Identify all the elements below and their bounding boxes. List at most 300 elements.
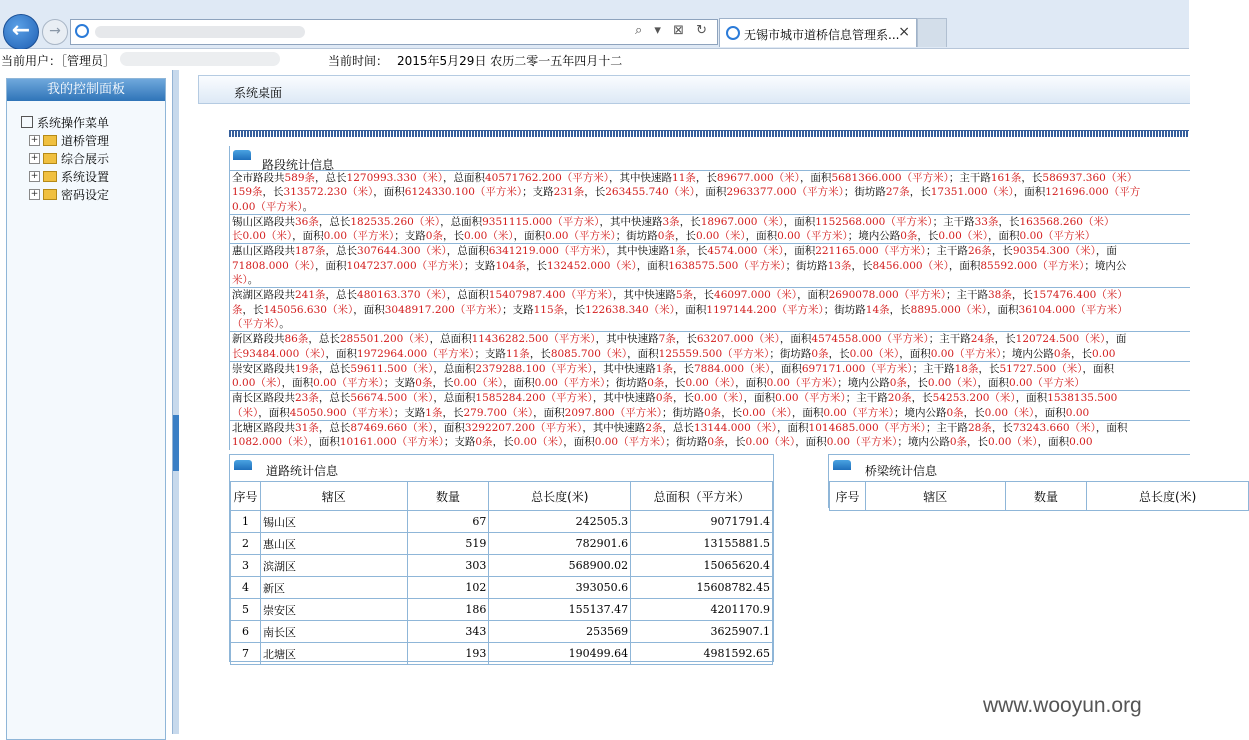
table-cell: 519 [407, 533, 489, 555]
table-cell: 崇安区 [260, 599, 407, 621]
stat-value: 长0.00（米） [232, 230, 293, 243]
stat-value: 0.00（平方米） [1009, 377, 1085, 390]
table-cell: 242505.3 [489, 511, 631, 533]
stat-value: 31条 [295, 422, 319, 435]
stat-value: 5条 [675, 289, 694, 302]
road-segment-row [230, 243, 1190, 287]
road-segment-line [230, 317, 1190, 331]
stat-label: ，面积 [988, 230, 1020, 243]
stat-label: ，长 [693, 289, 715, 302]
table-row [231, 599, 773, 621]
stat-value: 59611.500（米） [350, 362, 434, 375]
table-cell: 1 [231, 511, 261, 533]
menu-item-overview[interactable] [21, 149, 109, 167]
stat-value: 0.00 [1069, 436, 1093, 449]
stat-value: 480163.370（米） [357, 289, 447, 302]
table-cell: 新区 [260, 577, 407, 599]
stat-value: 307644.300（米） [357, 245, 447, 258]
watermark: www.wooyun.org [983, 694, 1142, 717]
stat-value: 8456.000（米） [872, 259, 949, 272]
stat-label: ，面积 [1013, 186, 1046, 199]
road-segment-line [230, 362, 1190, 376]
stat-label: ，总面积 [446, 245, 489, 258]
stat-label: ，面积 [777, 422, 809, 435]
road-segment-row [230, 361, 1190, 391]
stat-value: 0.00（米） [232, 377, 282, 390]
stat-label: ；街坊路 [615, 230, 658, 243]
ie-page-icon [75, 24, 89, 38]
stat-label: ，面积 [1034, 406, 1066, 419]
stat-value: 1082.000（米） [232, 436, 309, 449]
stat-value: 163568.260（米） [1019, 215, 1115, 228]
stat-label: ；支路 [502, 303, 534, 316]
address-bar[interactable] [70, 19, 718, 45]
stat-value: 122638.340（米） [585, 303, 675, 316]
stat-label: ，长 [695, 172, 717, 184]
stat-value: 51727.500（米） [999, 362, 1083, 375]
stat-label: ，其中快速路 [592, 362, 656, 375]
column-header: 总长度(米) [1087, 482, 1249, 511]
table-cell: 253569 [489, 621, 631, 643]
stat-label: ，面积 [563, 436, 595, 449]
stat-label: ，其中快速路 [609, 172, 673, 184]
url-redacted [95, 26, 305, 38]
stat-value: 6341219.000（平方米） [488, 245, 607, 258]
stat-label: ，长 [828, 347, 850, 360]
stat-value: 27条 [885, 186, 910, 199]
stat-label: ；主干路 [948, 172, 991, 184]
stat-label: 。 [279, 317, 290, 330]
stat-label: ；街坊路 [605, 377, 648, 390]
table-cell: 4981592.65 [631, 643, 773, 665]
road-segment-line [230, 406, 1190, 420]
stat-value: 36条 [295, 215, 319, 228]
stat-label: ，总面积 [446, 289, 489, 302]
stat-value: 0.00（平方米） [766, 377, 838, 390]
stat-label: ；主干路 [925, 422, 968, 435]
stat-value: 0条 [657, 230, 675, 243]
table-cell: 南长区 [260, 621, 407, 643]
stat-value: 10161.000（平方米） [339, 436, 444, 449]
stat-label: ，长 [432, 377, 454, 390]
road-segment-line [230, 435, 1190, 449]
stat-label: ，总长 [325, 289, 358, 302]
stat-label: ，长 [242, 303, 264, 316]
stat-label: ，面积 [899, 347, 931, 360]
stat-value: 0.00（平方米） [777, 230, 848, 243]
expand-icon[interactable]: + [30, 134, 39, 145]
stat-label: ，其中快速路 [582, 422, 646, 435]
stat-value: 0条 [946, 406, 964, 419]
current-user-label: 当前用户：［管理员］ [1, 54, 116, 68]
stat-label: 。 [247, 274, 259, 287]
stat-value: （米） [232, 406, 259, 419]
section-icon [233, 150, 251, 160]
table-cell: 3625907.1 [631, 621, 773, 643]
stat-label: ，长 [917, 230, 939, 243]
stat-label: 崇安区路段共 [232, 362, 295, 375]
stat-label: ，长 [909, 186, 931, 199]
stat-label: ；支路 [443, 436, 476, 449]
stat-label: ，长 [679, 215, 701, 228]
table-cell: 6 [231, 621, 261, 643]
table-cell: 303 [407, 555, 489, 577]
table-cell: 4 [231, 577, 261, 599]
table-cell: 155137.47 [489, 599, 631, 621]
stat-value: 231条 [553, 186, 585, 199]
stat-label: ；支路 [393, 406, 426, 419]
stat-label: ，长 [991, 422, 1013, 435]
stat-value: 0.00（米） [685, 377, 736, 390]
stat-label: ，长 [442, 230, 464, 243]
stat-value: 26条 [967, 245, 992, 258]
stat-value: 0条 [949, 436, 968, 449]
collapse-sidebar-handle[interactable] [173, 415, 179, 471]
stat-label: ，长 [673, 392, 694, 405]
road-segment-row [230, 420, 1190, 450]
stat-value: 0.00（米） [453, 377, 504, 390]
stat-label: ，长 [721, 406, 743, 419]
stat-label: ，面 [1105, 333, 1127, 346]
stat-label: ，长 [994, 333, 1016, 346]
stat-value: 20条 [887, 392, 912, 405]
table-row [231, 533, 773, 555]
current-time-label: 当前时间： [328, 54, 389, 68]
stat-label: ，总长 [325, 245, 358, 258]
stat-value: 263455.740（米） [605, 186, 695, 199]
road-segment-line [230, 200, 1190, 214]
stat-label: ，总面积 [442, 172, 485, 184]
back-arrow-icon: ← [11, 18, 31, 43]
stat-label: ，面积 [987, 303, 1019, 316]
column-header: 总长度(米) [489, 482, 631, 511]
expand-icon[interactable]: + [30, 188, 39, 199]
table-cell: 5 [231, 599, 261, 621]
stat-value: 2097.800（平方米） [564, 406, 662, 419]
stat-value: 0.00（平方米） [594, 436, 666, 449]
stat-label: ，总面积 [433, 392, 476, 405]
road-segment-line [230, 376, 1190, 390]
stat-value: 0.00（平方米） [826, 436, 898, 449]
stat-label: ，面积 [325, 347, 358, 360]
stat-label: ，总长 [318, 422, 351, 435]
road-segment-rows [230, 170, 1190, 450]
stat-value: 161条 [990, 172, 1022, 184]
stat-label: ；街坊路 [823, 303, 866, 316]
stat-value: 73243.660（米） [1012, 422, 1096, 435]
forward-button[interactable] [42, 19, 68, 45]
stat-label: ，长 [686, 245, 708, 258]
stat-value: 0条 [425, 230, 443, 243]
stat-value: 0条 [889, 377, 907, 390]
stat-label: ；支路 [522, 186, 554, 199]
bridge-stats-title: 桥梁统计信息 [865, 464, 938, 478]
stat-label: ；主干路 [912, 362, 955, 375]
divider-stripes [229, 130, 1189, 137]
stat-label: ；主干路 [945, 289, 988, 302]
expand-icon[interactable]: + [30, 152, 39, 163]
stat-value: 0.00（平方米） [775, 392, 846, 405]
stat-label: ，长 [963, 406, 985, 419]
menu-item-label: 道桥管理 [61, 133, 110, 148]
stat-value: 0.00 [1092, 347, 1116, 360]
stat-value: 0条 [415, 377, 433, 390]
column-header: 辖区 [865, 482, 1005, 511]
stat-label: ，面积 [694, 186, 727, 199]
table-cell: 67 [407, 511, 489, 533]
stat-value: 0条 [647, 377, 665, 390]
stat-value: 0.00 [1065, 406, 1090, 419]
stat-label: 锡山区路段共 [232, 215, 295, 228]
stat-value: 0条 [900, 230, 918, 243]
table-cell: 北塘区 [260, 643, 407, 665]
stat-label: ；支路 [383, 377, 416, 390]
stat-value: 24条 [970, 333, 995, 346]
stat-value: 0.00（平方米） [534, 377, 606, 390]
stat-value: 8895.000（米） [910, 303, 988, 316]
stat-value: 0.00（平方米） [232, 200, 303, 213]
stat-value: 11条 [672, 172, 696, 184]
stat-value: 4574.000（米） [707, 245, 784, 258]
stat-label: ，面积 [745, 230, 778, 243]
road-stats-table [230, 481, 773, 665]
tab-title: 无锡市城市道桥信息管理系... [744, 28, 900, 42]
stat-label: ；主干路 [845, 392, 888, 405]
forward-arrow-icon: → [49, 23, 61, 39]
stat-label: ，长 [675, 333, 697, 346]
table-cell: 568900.02 [489, 555, 631, 577]
stat-label: ，长 [262, 186, 284, 199]
stat-value: 0.00（米） [513, 436, 564, 449]
stat-label: ，长 [851, 259, 873, 272]
stat-label: ，面积 [258, 406, 290, 419]
stat-label: ，长 [1011, 289, 1033, 302]
table-row [231, 643, 773, 665]
stat-value: 586937.360（米） [1042, 172, 1138, 184]
stat-label: ，总面积 [440, 215, 483, 228]
road-segment-row [230, 331, 1190, 361]
menu-item-bridge-management[interactable] [21, 131, 109, 149]
stat-label: ；境内公路 [1001, 347, 1054, 360]
stat-label: ，面积 [503, 377, 535, 390]
stat-label: ，长 [584, 186, 606, 199]
table-cell: 15065620.4 [631, 555, 773, 577]
table-cell: 186 [407, 599, 489, 621]
stat-label: ，面积 [1037, 436, 1070, 449]
stat-value: 1条 [655, 362, 673, 375]
stat-value: 15407987.400（平方米） [488, 289, 613, 302]
stat-label: ；街坊路 [769, 347, 812, 360]
tab-system-desktop[interactable]: 系统桌面 [234, 86, 283, 100]
stat-value: 28条 [967, 422, 992, 435]
new-tab-button[interactable] [917, 18, 947, 47]
stat-value: 0条 [1053, 347, 1072, 360]
road-segment-line [230, 171, 1190, 185]
stat-value: 0.00（平方米） [313, 377, 384, 390]
stat-value: 1538135.500 [1047, 392, 1118, 405]
stat-value: 121696.000（平方 [1045, 186, 1141, 199]
stat-label: ，面积 [627, 347, 659, 360]
stat-value: 0条 [475, 436, 493, 449]
bridge-stats-panel [828, 454, 1197, 508]
road-segment-line [230, 215, 1190, 229]
stat-value: 0条 [704, 406, 722, 419]
road-segment-line [230, 273, 1190, 287]
stat-value: 23条 [295, 392, 319, 405]
road-segment-row [230, 214, 1190, 244]
stat-value: 0条 [811, 347, 829, 360]
stat-value: 0.00（平方米） [545, 230, 616, 243]
road-segment-title: 路段统计信息 [262, 158, 335, 172]
stat-value: 3048917.200（平方米） [384, 303, 503, 316]
stat-value: 0.00（平方米） [823, 406, 894, 419]
username-redacted [120, 52, 280, 66]
stat-value: 4574558.000（平方米） [811, 333, 929, 346]
menu-item-password[interactable] [21, 185, 109, 203]
road-segment-line [230, 303, 1190, 317]
current-time-value: 2015年5月29日 农历二零一五年四月十二 [397, 54, 623, 68]
stat-value: 1条 [425, 406, 443, 419]
menu-item-label: 综合展示 [61, 151, 110, 166]
main-tab-bar [198, 75, 1190, 104]
panel-splitter[interactable] [172, 70, 179, 734]
stat-label: ，长 [674, 230, 696, 243]
stat-value: 697171.000（平方米） [801, 362, 913, 375]
back-button[interactable] [3, 14, 39, 50]
stat-value: 2963377.000（平方米） [726, 186, 844, 199]
stat-value: 241条 [295, 289, 326, 302]
stat-label: ，长 [442, 406, 464, 419]
stat-label: ，长 [889, 303, 911, 316]
stat-value: 285501.200（米） [339, 333, 430, 346]
stat-value: 54253.200（米） [932, 392, 1016, 405]
stat-value: 18967.000（米） [700, 215, 784, 228]
stat-label: ，面 [1095, 245, 1117, 258]
stat-value: 157476.400（米） [1032, 289, 1128, 302]
stat-value: 132452.000（米） [546, 259, 637, 272]
stat-value: 63207.000（米） [696, 333, 780, 346]
stat-value: 1585284.200（平方米） [475, 392, 593, 405]
stat-value: 71808.000（米） [232, 259, 316, 272]
stat-label: ，面积 [799, 172, 832, 184]
stat-value: 0.00（米） [742, 406, 792, 419]
stat-value: 0.00（米） [988, 436, 1038, 449]
stat-label: ，长 [906, 377, 928, 390]
stat-value: 1152568.000（平方米） [815, 215, 933, 228]
stat-label: ；主干路 [928, 333, 971, 346]
stat-value: 0.00（米） [745, 436, 796, 449]
stat-label: ；境内公路 [837, 377, 890, 390]
stat-label: ；街坊路 [785, 259, 828, 272]
road-segment-line [230, 229, 1190, 243]
menu-item-label: 密码设定 [61, 187, 110, 202]
stat-label: ；街坊路 [662, 406, 704, 419]
stat-label: ，面积 [373, 186, 405, 199]
stat-value: 279.700（米） [463, 406, 534, 419]
table-cell: 13155881.5 [631, 533, 773, 555]
stat-label: ，面积 [779, 333, 812, 346]
stat-label: ，面积 [281, 377, 314, 390]
stat-value: 1014685.000（平方米） [808, 422, 926, 435]
table-cell: 锡山区 [260, 511, 407, 533]
stat-label: ，面积 [674, 303, 707, 316]
stat-label: ；境内公 [1084, 259, 1127, 272]
road-segment-line [230, 332, 1190, 346]
menu-item-system-settings[interactable] [21, 167, 109, 185]
stat-label: ，总长 [315, 172, 347, 184]
stat-label: ，面积 [353, 303, 385, 316]
stat-label: ，长 [991, 245, 1013, 258]
stat-label: ，长 [664, 377, 686, 390]
road-segment-line [230, 185, 1190, 199]
table-row [231, 555, 773, 577]
stat-label: 惠山区路段共 [232, 245, 295, 258]
menu-root[interactable] [21, 113, 109, 131]
folder-icon [43, 189, 57, 200]
stat-label: 北塘区路段共 [232, 422, 295, 435]
stat-label: ，长 [673, 362, 694, 375]
column-header: 总面积（平方米） [631, 482, 773, 511]
expand-icon[interactable]: + [30, 170, 39, 181]
stat-value: 313572.230（米） [283, 186, 374, 199]
browser-tab[interactable] [719, 18, 917, 47]
stat-label: ，其中快速路 [592, 392, 656, 405]
table-cell: 9071791.4 [631, 511, 773, 533]
bridge-stats-table [829, 481, 1249, 511]
stat-label: ，长 [978, 362, 1000, 375]
stat-label: ，总面积 [429, 333, 472, 346]
stat-value: 2379288.100（平方米） [475, 362, 593, 375]
tree-root-icon [21, 116, 33, 128]
column-header: 序号 [231, 482, 261, 511]
stat-value: 2条 [645, 422, 663, 435]
stat-label: ，面积 [743, 392, 776, 405]
stat-value: 0.00（平方米） [930, 347, 1002, 360]
stat-label: ；街坊路 [665, 436, 708, 449]
stat-label: ，长 [564, 303, 586, 316]
road-segment-line [230, 347, 1190, 361]
stat-value: 0.00（米） [849, 347, 900, 360]
stat-value: 104条 [495, 259, 526, 272]
stat-label: ，面积 [783, 245, 816, 258]
stat-label: ，面积 [513, 230, 546, 243]
column-header: 辖区 [260, 482, 407, 511]
stat-label: ，面积 [1095, 422, 1128, 435]
section-icon [234, 460, 252, 470]
left-panel [0, 70, 176, 734]
stat-value: 89677.000（米） [716, 172, 800, 184]
stat-label: 全市路段共 [232, 172, 285, 184]
stat-value: 0.00（米） [938, 230, 989, 243]
stat-value: 1条 [669, 245, 687, 258]
stat-label: ，面积 [783, 215, 816, 228]
stat-label: ，长 [1021, 172, 1043, 184]
stat-label: ；境内公路 [897, 436, 950, 449]
stat-label: ，其中快速路 [599, 215, 663, 228]
tab-close-icon[interactable]: × [898, 24, 910, 40]
column-header: 序号 [830, 482, 866, 511]
stat-label: ，面积 [770, 362, 802, 375]
stat-value: 13144.000（米） [694, 422, 778, 435]
stat-label: ，总面积 [433, 362, 476, 375]
stat-value: 85592.000（平方米） [980, 259, 1085, 272]
stat-label: ，其中快速路 [612, 289, 676, 302]
address-tools-icons[interactable]: ⌕ ▾ ⊠ ↻ [635, 23, 711, 38]
stat-value: 3292207.200（平方米） [464, 422, 583, 435]
road-segment-line [230, 244, 1190, 258]
table-cell: 滨湖区 [260, 555, 407, 577]
stat-value: 2690078.000（平方米） [828, 289, 946, 302]
